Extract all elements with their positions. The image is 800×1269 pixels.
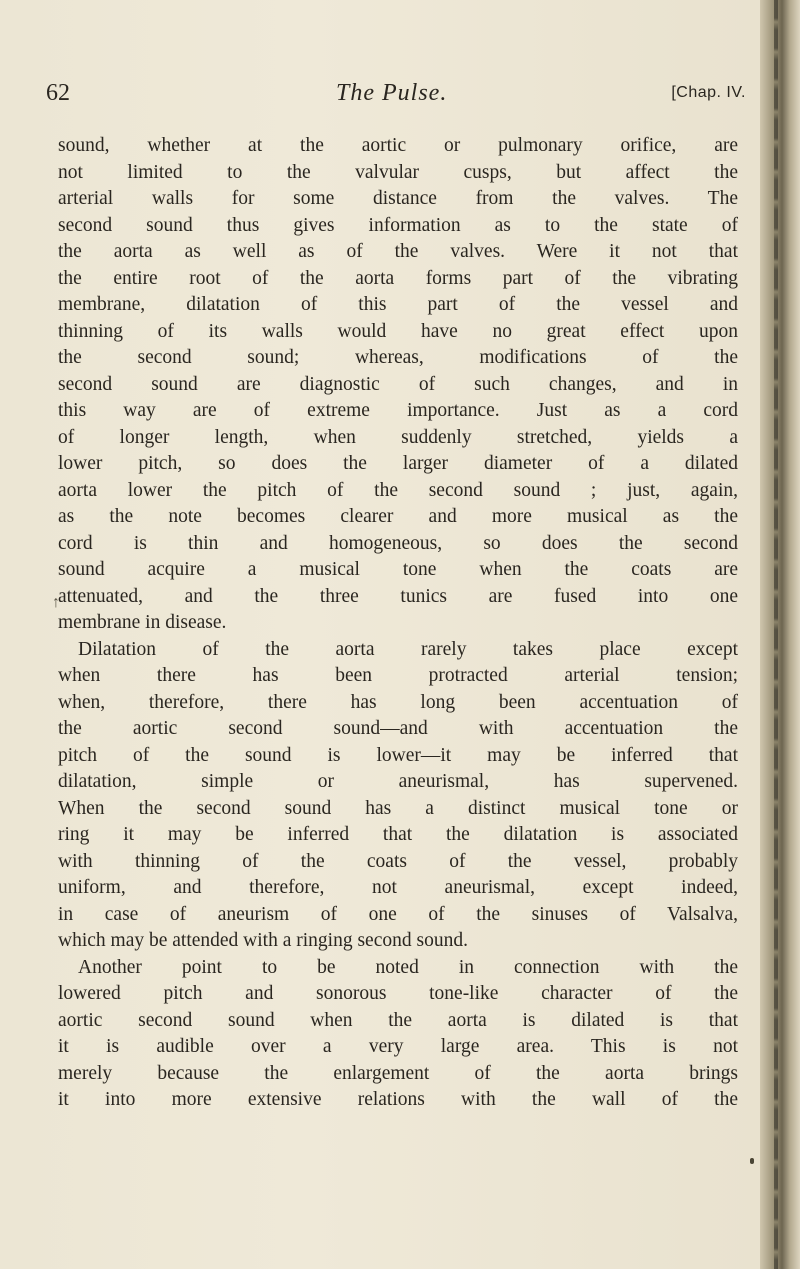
text-line: when, therefore, there has long been accentuation of [58,691,738,713]
text-line: when there has been protracted arterial tension; [58,665,738,686]
paragraph-start-line: Another point to be noted in connection with the [78,956,738,978]
page-header [46,80,746,110]
book-binding-edge [760,0,800,1269]
text-line: second sound thus gives information as to the state of [58,214,738,236]
text-line: aortic second sound when the aorta is dilated is that [58,1009,738,1031]
text-line: of longer length, when suddenly stretched, yields a [58,426,738,448]
text-line: lowered pitch and sonorous tone-like character of the [58,983,738,1004]
paragraph-end-line: which may be attended with a ringing second sound. [58,930,468,951]
text-line: in case of aneurism of one of the sinuses of Valsalva, [58,903,738,925]
margin-speck [750,1158,754,1164]
text-line: attenuated, and the three tunics are fused into one [58,585,738,607]
text-line: lower pitch, so does the larger diameter of a dilated [58,453,738,474]
text-line: ring it may be inferred that the dilatation is associated [58,824,738,845]
text-line: it into more extensive relations with the wall of the [58,1089,738,1110]
text-line: second sound are diagnostic of such changes, and in [58,373,738,395]
text-line: the aorta as well as of the valves. Were it not that [58,241,738,262]
text-line: sound acquire a musical tone when the coats are [58,559,738,580]
text-line: thinning of its walls would have no great effect upon [58,320,738,342]
text-line: uniform, and therefore, not aneurismal, except indeed, [58,877,738,898]
page-number: 62 [46,80,70,106]
running-title: The Pulse. [336,80,448,106]
text-line: sound, whether at the aortic or pulmonary orifice, are [58,135,738,156]
text-line: it is audible over a very large area. This is not [58,1036,738,1057]
chapter-marker: [Chap. IV. [671,84,746,101]
text-line: not limited to the valvular cusps, but affect the [58,161,738,183]
text-line: with thinning of the coats of the vessel, probably [58,850,738,872]
text-line: dilatation, simple or aneurismal, has supervened. [58,771,738,792]
text-line: pitch of the sound is lower—it may be inferred that [58,744,738,766]
paragraph-start-line: Dilatation of the aorta rarely takes place except [78,638,738,660]
pencil-mark: ↑ [52,594,60,611]
body-text [58,133,738,1114]
text-line: cord is thin and homogeneous, so does the second [58,532,738,554]
text-line: the second sound; whereas, modifications of the [58,347,738,368]
text-line: aorta lower the pitch of the second sound ; just, again, [58,479,738,501]
text-line: as the note becomes clearer and more musical as the [58,506,738,527]
text-line: arterial walls for some distance from the valves. The [58,188,738,209]
text-line: When the second sound has a distinct musical tone or [58,797,738,819]
text-line: membrane, dilatation of this part of the vessel and [58,294,738,315]
text-line: the entire root of the aorta forms part of the vibrating [58,267,738,289]
text-line: this way are of extreme importance. Just as a cord [58,400,738,421]
text-line: merely because the enlargement of the aorta brings [58,1062,738,1084]
text-line: the aortic second sound—and with accentuation the [58,718,738,739]
paragraph-end-line: membrane in disease. [58,612,227,633]
